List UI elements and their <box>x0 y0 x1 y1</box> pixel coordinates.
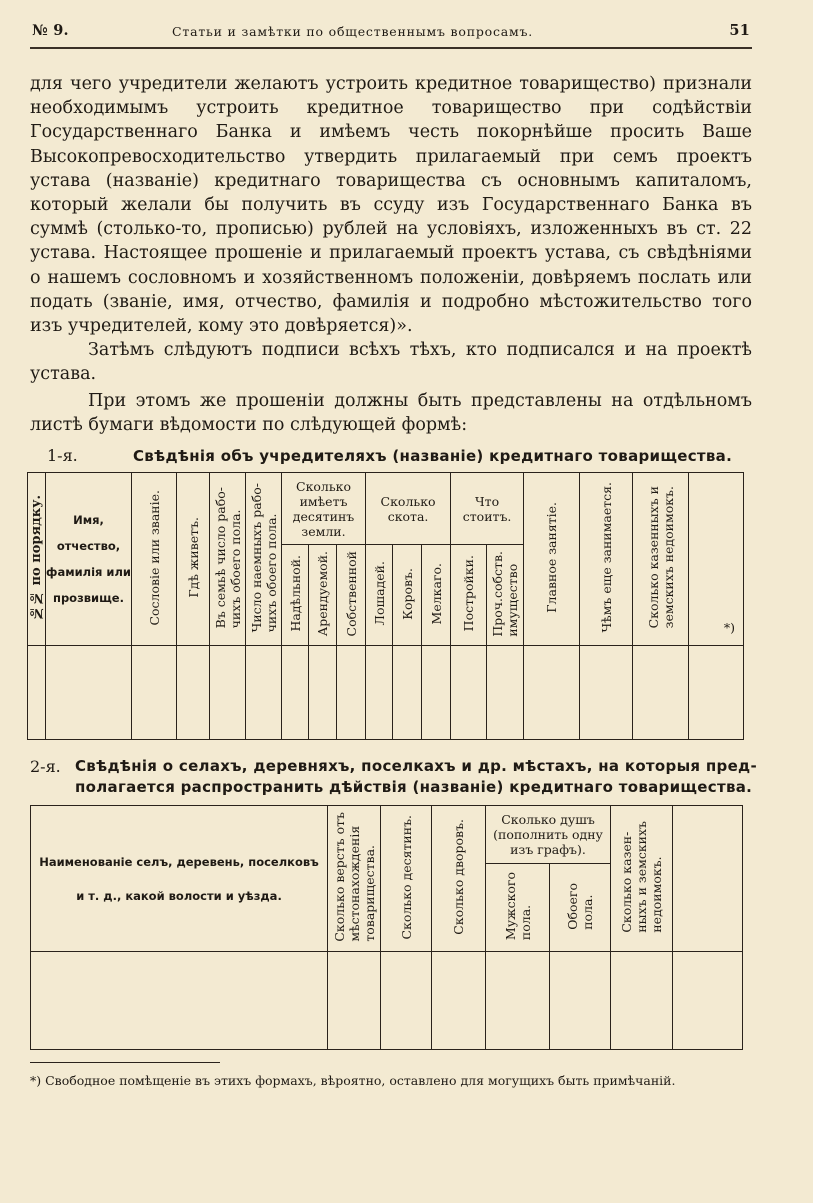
col-land-own: Собственной <box>337 545 366 645</box>
group-cattle: Сколько скота. <box>366 473 451 545</box>
form2-title-line1: Свѣдѣнія о селахъ, деревняхъ, поселкахъ и др. мѣстахъ, на которыя пред- <box>75 757 758 775</box>
footnote: *) Свободное помѣщеніе въ этихъ формахъ, вѣроятно, оставлено для могущихъ быть примѣчаній. <box>30 1073 676 1088</box>
paragraph: При этомъ же прошеніи должны быть представлены на отдѣльномъ листѣ бумаги вѣдомости по слѣдующей формѣ: <box>30 390 752 435</box>
col-horses: Лошадей. <box>366 545 393 645</box>
running-header <box>30 22 750 46</box>
col-arrears: Сколько казенныхъ и земскихъ недоимокъ. <box>633 473 689 646</box>
col-arrears: Сколько казен- ныхъ и земскихъ недоимокъ. <box>611 806 673 952</box>
form1-title: Свѣдѣнія объ учредителяхъ (названіе) кредитнаго товарищества. <box>133 447 733 465</box>
header-rule <box>30 47 752 49</box>
body-text <box>30 72 752 437</box>
issue-number: № 9. <box>32 22 69 39</box>
col-households: Сколько дворовъ. <box>432 806 486 952</box>
col-occupation: Главное занятіе. <box>524 473 580 646</box>
col-cows: Коровъ. <box>393 545 422 645</box>
form2-title-line2: полагается распространить дѣйствія (названіе) кредитнаго товарищества. <box>75 778 753 796</box>
page-number: 51 <box>729 22 750 39</box>
col-family-workers: Въ семьѣ число рабо- чихъ обоего пола. <box>210 473 246 646</box>
group-souls: Сколько душъ (пополнить одну изъ графъ). <box>486 806 611 864</box>
col-empty <box>673 806 743 952</box>
section-title: Статьи и замѣтки по общественнымъ вопросамъ. <box>172 24 534 39</box>
form2-number: 2-я. <box>30 757 61 776</box>
paragraph: Затѣмъ слѣдуютъ подписи всѣхъ тѣхъ, кто подписался и на проектѣ устава. <box>30 340 752 385</box>
col-residence: Гдѣ живетъ. <box>177 473 210 646</box>
col-both-sexes: Обоего пола. <box>550 864 611 952</box>
group-value: Что стоитъ. <box>451 473 524 545</box>
col-land-rented: Арендуемой. <box>309 545 337 645</box>
col-small-cattle: Мелкаго. <box>422 545 451 645</box>
footnote-rule <box>30 1062 220 1063</box>
col-estate: Сословіе или званіе. <box>132 473 177 646</box>
form1-number: 1-я. <box>47 446 78 465</box>
col-other-property: Проч.собств. имущество <box>487 545 524 645</box>
col-notes: *) <box>689 473 744 646</box>
col-place-name: Наименованіе селъ, деревень, поселковъ и т. д., какой волости и уѣзда. <box>31 806 328 952</box>
col-other-occupation: Чѣмъ еще занимается. <box>580 473 633 646</box>
col-land-allotted: Надѣльной. <box>282 545 309 645</box>
col-order: №№ по порядку. <box>28 473 46 646</box>
form1-table <box>27 472 744 740</box>
col-hired-workers: Число наемныхъ рабо- чихъ обоего пола. <box>246 473 282 646</box>
form1-blank-row <box>28 645 744 739</box>
col-buildings: Постройки. <box>451 545 487 645</box>
col-name: Имя, отчество, фамилія или прозвище. <box>46 473 132 646</box>
form2-table <box>30 805 743 1050</box>
col-distance: Сколько верстъ отъ мѣстонахожденія товарищества. <box>328 806 381 952</box>
col-male: Мужского пола. <box>486 864 550 952</box>
col-desyatin: Сколько десятинъ. <box>381 806 432 952</box>
group-land: Сколько имѣетъ десятинъ земли. <box>282 473 366 545</box>
paragraph: для чего учредители желаютъ устроить кредитное товарищество) признали необходимымъ устроить кредитное товарищество при содѣйствіи Государственнаго Банка и имѣемъ честь покорнѣйше просить Ваше Высокопревосходительство утвердить прилагаемый при семъ проектъ устава (названіе) кредитнаго товарищества съ основнымъ капиталомъ, который желали бы получить въ ссуду изъ Государственнаго Банка въ суммѣ (столько-то, прописью) рублей на условіяхъ, изложенныхъ въ ст. 22 устава. Настоящее прошеніе и прилагаемый проектъ устава, съ свѣдѣніями о нашемъ сословномъ и хозяйственномъ положеніи, довѣряемъ послать или подать (званіе, имя, отчество, фамилія и подробно мѣстожительство того изъ учредителей, кому это довѣряется)». <box>30 74 752 337</box>
form2-blank-row <box>31 952 743 1050</box>
